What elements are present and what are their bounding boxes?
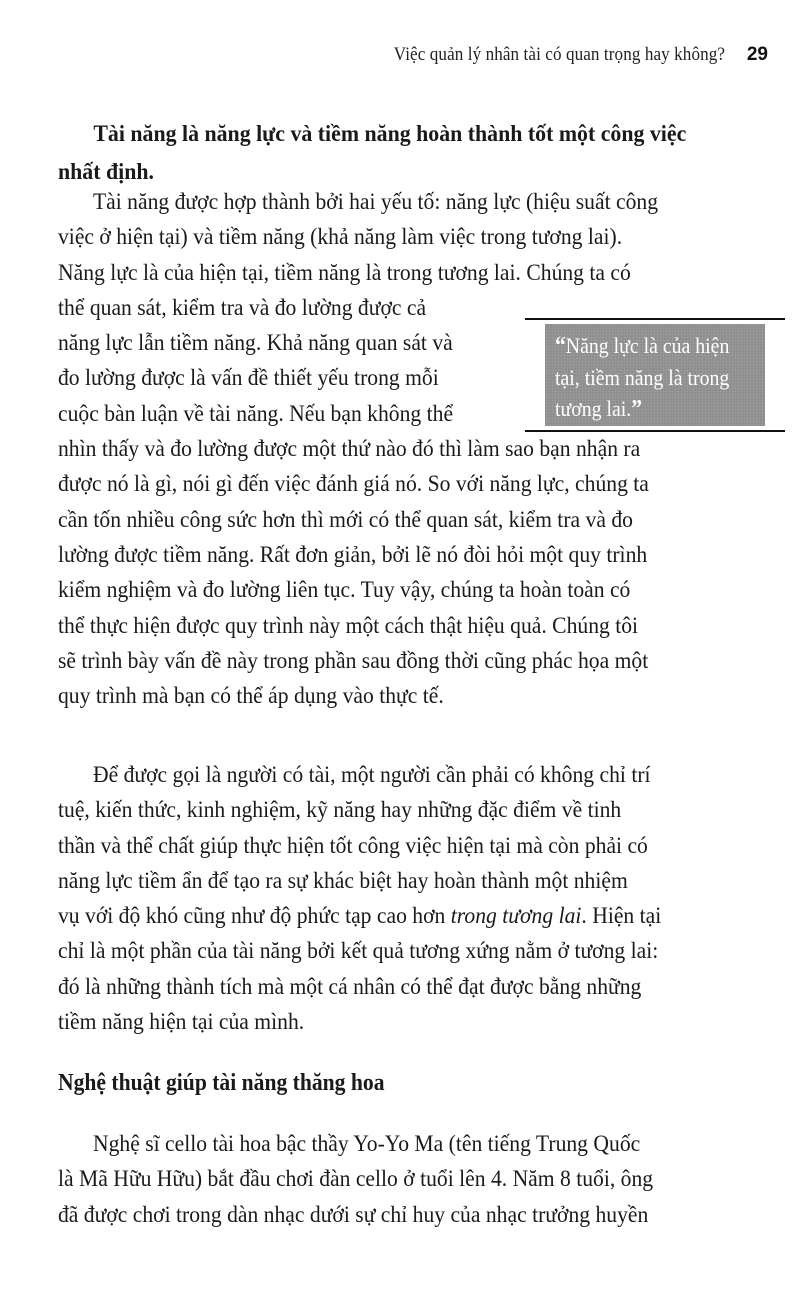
text-line: năng lực tiềm ẩn để tạo ra sự khác biệt hay hoàn thành một nhiệm [58,867,628,894]
italic-emphasis: trong tương lai [450,903,582,930]
text-line: lường được tiềm năng. Rất đơn giản, bởi lẽ nó đòi hỏi một quy trình [58,541,648,568]
text-line: tiềm năng hiện tại của mình. [58,1009,305,1036]
lead-line: Tài năng là năng lực và tiềm năng hoàn thành tốt một công việc [93,121,687,147]
text-segment: . Hiện tại [581,903,662,930]
quote-line: Năng lực là của hiện [565,333,730,358]
running-header [357,44,768,66]
pull-quote [525,318,785,432]
lead-statement [58,115,718,191]
text-line: là Mã Hữu Hữu) bắt đầu chơi đàn cello ở tuổi lên 4. Năm 8 tuổi, ông [58,1166,654,1193]
text-line: đã được chơi trong dàn nhạc dưới sự chỉ huy của nhạc trưởng huyền [58,1201,649,1228]
quote-line: tương lai. [555,396,632,421]
paragraph-3 [58,1127,768,1233]
text-line: Để được gọi là người có tài, một người cần phải có không chỉ trí [92,762,651,788]
page-number: 29 [746,44,768,65]
text-line: được nó là gì, nói gì đến việc đánh giá nó. So với năng lực, chúng ta [58,471,649,498]
text-line: nhìn thấy và đo lường được một thứ nào đó thì làm sao bạn nhận ra [58,436,641,463]
pull-quote-text [555,330,762,425]
text-line: năng lực lẫn tiềm năng. Khả năng quan sát và [58,330,453,357]
text-line [58,899,711,934]
section-heading: Nghệ thuật giúp tài năng thăng hoa [58,1070,385,1096]
text-line: Nghệ sĩ cello tài hoa bậc thầy Yo-Yo Ma (tên tiếng Trung Quốc [92,1131,641,1157]
text-line: thể quan sát, kiểm tra và đo lường được cả [58,294,427,321]
running-title: Việc quản lý nhân tài có quan trọng hay không? [393,44,725,65]
text-line: việc ở hiện tại) và tiềm năng (khả năng làm việc trong tương lai). [58,224,623,251]
quote-line: tại, tiềm năng là trong [555,365,730,390]
text-line: Tài năng được hợp thành bởi hai yếu tố: năng lực (hiệu suất công [92,189,659,215]
text-line: kiểm nghiệm và đo lường liên tục. Tuy vậy, chúng ta hoàn toàn có [58,577,631,604]
text-line: đo lường được là vấn đề thiết yếu trong mỗi [58,365,439,392]
close-quote-icon: ” [631,396,643,422]
paragraph-1 [58,185,768,714]
text-line: cuộc bàn luận về tài năng. Nếu bạn không thể [58,400,454,427]
text-segment: vụ với độ khó cũng như độ phức tạp cao hơn [58,903,451,930]
text-line: thể thực hiện được quy trình này một cách thật hiệu quả. Chúng tôi [58,612,639,639]
paragraph-2 [58,758,768,1040]
lead-line: nhất định. [58,159,154,185]
text-line: tuệ, kiến thức, kinh nghiệm, kỹ năng hay những đặc điểm về tinh [58,797,622,824]
text-line: Năng lực là của hiện tại, tiềm năng là trong tương lai. Chúng ta có [58,259,631,286]
text-line: đó là những thành tích mà một cá nhân có thể đạt được bằng những [58,973,642,1000]
text-line: sẽ trình bày vấn đề này trong phần sau đồng thời cũng phác họa một [58,647,649,674]
text-line: cần tốn nhiều công sức hơn thì mới có thể quan sát, kiểm tra và đo [58,506,633,533]
text-line: chỉ là một phần của tài năng bởi kết quả tương xứng nằm ở tương lai: [58,938,659,965]
open-quote-icon: “ [555,333,566,359]
text-line: thần và thể chất giúp thực hiện tốt công việc hiện tại mà còn phải có [58,832,648,859]
text-line: quy trình mà bạn có thể áp dụng vào thực tế. [58,683,444,710]
